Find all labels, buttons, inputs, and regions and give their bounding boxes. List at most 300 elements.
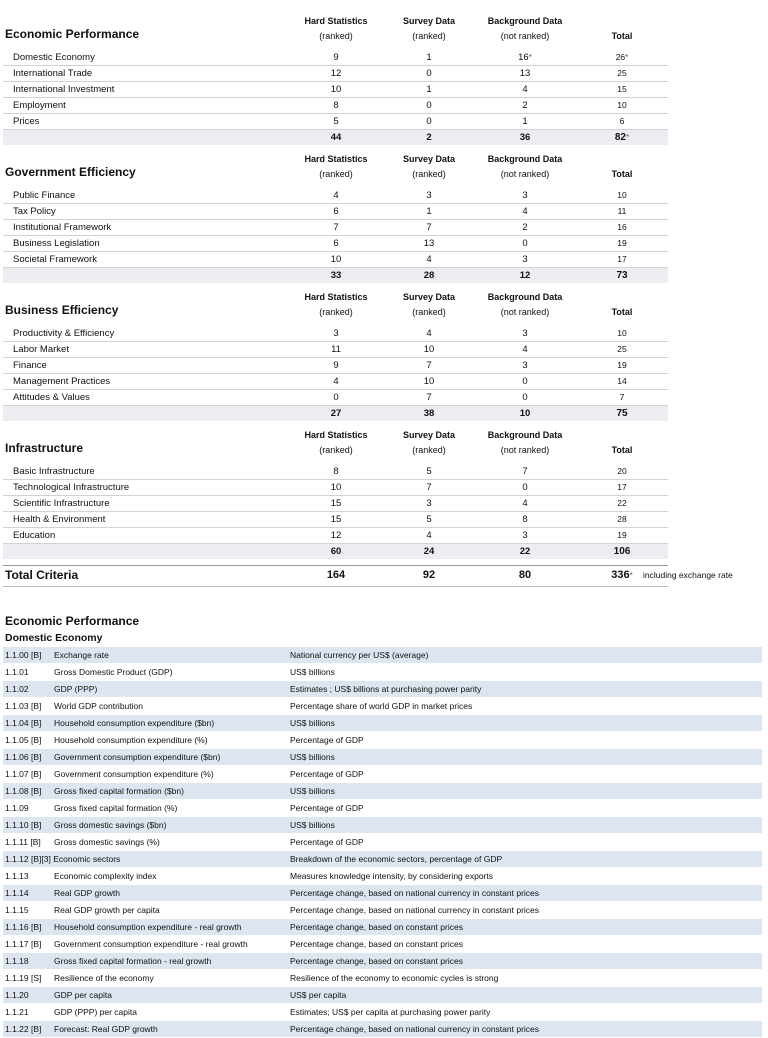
total-total <box>597 268 647 283</box>
total-total <box>597 130 647 145</box>
total-total-value: 73 <box>616 270 628 281</box>
list-item <box>3 681 762 698</box>
total-survey: 28 <box>423 270 435 281</box>
row-survey: 1 <box>426 84 432 95</box>
row-background <box>475 220 575 235</box>
row-total-value: 16 <box>617 222 627 232</box>
criterion-code: 1.1.18 <box>5 956 29 966</box>
row-background <box>475 236 575 251</box>
total-total-value: 75 <box>616 408 628 419</box>
row-label: International Trade <box>13 68 93 79</box>
criterion-code: 1.1.15 <box>5 905 29 915</box>
row-hard: 15 <box>330 514 342 525</box>
total-hard: 33 <box>330 270 342 281</box>
criterion-description: US$ per capita <box>290 990 347 1000</box>
column-header-total: Total <box>611 31 633 41</box>
criterion-code: 1.1.12 [B][3] Economic sectors <box>5 854 121 864</box>
table-row <box>3 236 668 252</box>
row-hard: 12 <box>330 68 342 79</box>
row-total <box>597 188 647 203</box>
column-header-label: Hard Statistics <box>304 430 368 440</box>
row-background <box>475 66 575 81</box>
list-item <box>3 868 762 885</box>
row-total-value: 28 <box>617 514 627 524</box>
row-total <box>597 66 647 81</box>
row-hard: 0 <box>333 392 339 403</box>
criterion-description: Percentage change, based on national currency in constant prices <box>290 888 540 898</box>
list-item <box>3 664 762 681</box>
row-total-value: 17 <box>617 482 627 492</box>
list-item <box>3 647 762 664</box>
criterion-description: Resilience of the economy to economic cycles is strong <box>290 973 499 983</box>
criterion-name: World GDP contribution <box>54 701 143 711</box>
row-background <box>475 252 575 267</box>
row-total <box>597 50 647 65</box>
criterion-name: Gross fixed capital formation - real growth <box>54 956 212 966</box>
criterion-code: 1.1.05 [B] <box>5 735 42 745</box>
row-background-value: 13 <box>519 68 531 79</box>
list-item <box>3 902 762 919</box>
list-item <box>3 1004 762 1021</box>
row-label: Education <box>13 530 56 541</box>
column-header-survey <box>389 14 469 44</box>
total-background: 36 <box>519 132 531 143</box>
row-survey: 3 <box>426 190 432 201</box>
row-background-value: 4 <box>522 84 528 95</box>
row-total <box>597 496 647 511</box>
row-total-value: 19 <box>617 530 627 540</box>
criterion-code: 1.1.03 [B] <box>5 701 42 711</box>
criterion-description: Estimates ; US$ billions at purchasing power parity <box>290 684 482 694</box>
row-background-value: 0 <box>522 482 528 493</box>
row-survey: 7 <box>426 360 432 371</box>
row-total-value: 19 <box>617 238 627 248</box>
list-item <box>3 783 762 800</box>
row-total <box>597 236 647 251</box>
section-header <box>3 282 668 326</box>
column-header-sub: (not ranked) <box>500 445 550 455</box>
row-hard: 4 <box>333 190 339 201</box>
section-title: Business Efficiency <box>5 303 119 317</box>
total-background: 10 <box>519 408 531 419</box>
section-economic-performance <box>3 6 668 145</box>
row-background-value: 4 <box>522 344 528 355</box>
list-item <box>3 715 762 732</box>
column-header-sub: (ranked) <box>319 445 353 455</box>
criterion-name: GDP (PPP) per capita <box>54 1007 137 1017</box>
row-background <box>475 98 575 113</box>
row-background <box>475 480 575 495</box>
column-header-background <box>475 152 575 182</box>
table-row <box>3 464 668 480</box>
row-background-value: 0 <box>522 238 528 249</box>
section-total-row <box>3 268 668 283</box>
criterion-name: Forecast: Real GDP growth <box>54 1024 158 1034</box>
criterion-code: 1.1.01 <box>5 667 29 677</box>
column-header-label: Background Data <box>487 154 563 164</box>
row-label: Management Practices <box>13 376 111 387</box>
row-background-value: 4 <box>522 206 528 217</box>
row-background-mark: * <box>528 53 532 62</box>
criterion-description: US$ billions <box>290 820 335 830</box>
row-hard: 9 <box>333 52 339 63</box>
criterion-code: 1.1.11 [B] <box>5 837 41 847</box>
column-header-hard <box>291 290 381 320</box>
criterion-name: Gross Domestic Product (GDP) <box>54 667 173 677</box>
row-survey: 3 <box>426 498 432 509</box>
criterion-name: Real GDP growth per capita <box>54 905 160 915</box>
row-total-value: 6 <box>619 116 625 126</box>
table-row <box>3 188 668 204</box>
list-item <box>3 698 762 715</box>
criteria-subtitle: Domestic Economy <box>5 632 103 644</box>
row-total-value: 10 <box>617 100 627 110</box>
table-row <box>3 374 668 390</box>
row-background-value: 1 <box>522 116 528 127</box>
row-label: Domestic Economy <box>13 52 95 63</box>
row-label: Attitudes & Values <box>13 392 90 403</box>
row-survey: 7 <box>426 392 432 403</box>
column-header-label: Hard Statistics <box>304 292 368 302</box>
row-hard: 8 <box>333 100 339 111</box>
total-survey: 38 <box>423 408 435 419</box>
row-survey: 7 <box>426 222 432 233</box>
criterion-code: 1.1.13 <box>5 871 29 881</box>
row-background-value: 3 <box>522 328 528 339</box>
row-survey: 13 <box>423 238 435 249</box>
row-label: International Investment <box>13 84 115 95</box>
row-background-value: 8 <box>522 514 528 525</box>
column-header-sub: (ranked) <box>319 31 353 41</box>
grand-total-total <box>597 569 647 581</box>
list-item <box>3 936 762 953</box>
criterion-name: Real GDP growth <box>54 888 120 898</box>
total-total <box>597 544 647 559</box>
row-total-value: 25 <box>617 344 627 354</box>
column-header-sub: (ranked) <box>412 307 446 317</box>
criterion-code: 1.1.10 [B] <box>5 820 42 830</box>
row-background <box>475 326 575 341</box>
section-total-row <box>3 544 668 559</box>
list-item <box>3 732 762 749</box>
criterion-description: US$ billions <box>290 667 335 677</box>
row-background <box>475 496 575 511</box>
criteria-title: Economic Performance <box>5 614 140 628</box>
row-background-value: 3 <box>522 530 528 541</box>
row-survey: 5 <box>426 514 432 525</box>
criterion-description: Percentage change, based on national currency in constant prices <box>290 905 540 915</box>
row-label: Business Legislation <box>13 238 100 249</box>
column-header-label: Background Data <box>487 430 563 440</box>
criterion-code: 1.1.00 [B] <box>5 650 42 660</box>
total-background: 22 <box>519 546 531 557</box>
total-hard: 27 <box>330 408 342 419</box>
criterion-description: Percentage change, based on constant prices <box>290 922 463 932</box>
table-row <box>3 98 668 114</box>
column-header-survey <box>389 428 469 458</box>
row-background-value: 0 <box>522 376 528 387</box>
criterion-name: GDP (PPP) <box>54 684 98 694</box>
row-total <box>597 220 647 235</box>
criterion-name: Household consumption expenditure - real growth <box>54 922 242 932</box>
criterion-name: Exchange rate <box>54 650 109 660</box>
column-header-label: Survey Data <box>402 16 456 26</box>
criterion-description: Percentage change, based on national currency in constant prices <box>290 1024 540 1034</box>
criterion-description: Percentage change, based on constant prices <box>290 956 463 966</box>
row-hard: 8 <box>333 466 339 477</box>
row-background <box>475 390 575 405</box>
column-header-survey <box>389 290 469 320</box>
criterion-code: 1.1.14 <box>5 888 29 898</box>
row-background <box>475 342 575 357</box>
criterion-description: Breakdown of the economic sectors, percentage of GDP <box>290 854 503 864</box>
total-total-value: 82 <box>614 132 626 143</box>
table-row <box>3 528 668 544</box>
table-row <box>3 114 668 130</box>
section-business-efficiency <box>3 282 668 421</box>
section-infrastructure <box>3 420 668 559</box>
list-item <box>3 970 762 987</box>
column-header-label: Background Data <box>487 292 563 302</box>
row-hard: 4 <box>333 376 339 387</box>
row-survey: 0 <box>426 100 432 111</box>
row-label: Technological Infrastructure <box>13 482 130 493</box>
criterion-name: Household consumption expenditure ($bn) <box>54 718 215 728</box>
row-survey: 1 <box>426 206 432 217</box>
column-header-hard <box>291 14 381 44</box>
column-header-total: Total <box>611 169 633 179</box>
row-total <box>597 464 647 479</box>
criterion-name: Resilience of the economy <box>54 973 154 983</box>
criterion-code: 1.1.09 <box>5 803 29 813</box>
row-label: Societal Framework <box>13 254 97 265</box>
row-total <box>597 326 647 341</box>
row-background-value: 0 <box>522 392 528 403</box>
total-hard: 44 <box>330 132 342 143</box>
criterion-description: US$ billions <box>290 786 335 796</box>
column-header-label: Hard Statistics <box>304 154 368 164</box>
list-item <box>3 953 762 970</box>
row-total-value: 7 <box>619 392 625 402</box>
row-background <box>475 188 575 203</box>
table-row <box>3 82 668 98</box>
row-background-value: 7 <box>522 466 528 477</box>
list-item <box>3 885 762 902</box>
section-header <box>3 420 668 464</box>
total-total <box>597 406 647 421</box>
row-total-value: 25 <box>617 68 627 78</box>
total-survey: 2 <box>426 132 432 143</box>
row-total <box>597 512 647 527</box>
criterion-name: Household consumption expenditure (%) <box>54 735 208 745</box>
list-item <box>3 800 762 817</box>
criterion-description: US$ billions <box>290 752 335 762</box>
section-rows <box>3 50 668 145</box>
table-row <box>3 480 668 496</box>
row-hard: 9 <box>333 360 339 371</box>
criterion-description: Percentage of GDP <box>290 735 364 745</box>
row-total <box>597 204 647 219</box>
row-survey: 10 <box>423 376 435 387</box>
table-row <box>3 66 668 82</box>
section-header <box>3 144 668 188</box>
column-header-total: Total <box>611 307 633 317</box>
list-item <box>3 919 762 936</box>
section-government-efficiency <box>3 144 668 283</box>
row-hard: 10 <box>330 482 342 493</box>
row-label: Prices <box>13 116 40 127</box>
row-background-value: 3 <box>522 360 528 371</box>
column-header-hard <box>291 428 381 458</box>
row-label: Health & Environment <box>13 514 106 525</box>
row-background <box>475 204 575 219</box>
section-total-row <box>3 130 668 145</box>
row-hard: 7 <box>333 222 339 233</box>
criterion-description: Percentage share of world GDP in market prices <box>290 701 473 711</box>
list-item <box>3 851 762 868</box>
criterion-name: GDP per capita <box>54 990 112 1000</box>
row-total-value: 14 <box>617 376 627 386</box>
row-background <box>475 528 575 543</box>
column-header-total: Total <box>611 445 633 455</box>
total-total-value: 106 <box>613 546 631 557</box>
criterion-description: Estimates; US$ per capita at purchasing power parity <box>290 1007 491 1017</box>
column-header-label: Survey Data <box>402 430 456 440</box>
row-label: Productivity & Efficiency <box>13 328 115 339</box>
criterion-code: 1.1.07 [B] <box>5 769 42 779</box>
row-hard: 11 <box>331 344 341 355</box>
criterion-code: 1.1.02 <box>5 684 29 694</box>
column-header-label: Hard Statistics <box>304 16 368 26</box>
row-survey: 7 <box>426 482 432 493</box>
row-total-mark: * <box>625 53 629 62</box>
criterion-name: Gross domestic savings ($bn) <box>54 820 167 830</box>
row-background <box>475 114 575 129</box>
row-total-value: 17 <box>617 254 627 264</box>
table-row <box>3 512 668 528</box>
table-row <box>3 342 668 358</box>
row-total <box>597 390 647 405</box>
row-total <box>597 480 647 495</box>
column-header-sub: (ranked) <box>319 307 353 317</box>
grand-total-note: including exchange rate <box>643 570 733 580</box>
criterion-code: 1.1.04 [B] <box>5 718 42 728</box>
section-header <box>3 6 668 50</box>
column-header-sub: (not ranked) <box>500 307 550 317</box>
row-survey: 0 <box>426 68 432 79</box>
grand-total-survey: 92 <box>422 569 436 581</box>
table-row <box>3 496 668 512</box>
criterion-description: Percentage of GDP <box>290 837 364 847</box>
table-row <box>3 252 668 268</box>
row-background-value: 3 <box>522 254 528 265</box>
row-label: Employment <box>13 100 66 111</box>
row-total <box>597 114 647 129</box>
table-row <box>3 390 668 406</box>
row-background <box>475 374 575 389</box>
section-rows <box>3 326 668 421</box>
column-header-sub: (not ranked) <box>500 169 550 179</box>
criterion-name: Government consumption expenditure ($bn) <box>54 752 221 762</box>
row-background <box>475 358 575 373</box>
row-total <box>597 528 647 543</box>
row-total-value: 10 <box>617 190 627 200</box>
row-label: Public Finance <box>13 190 76 201</box>
section-title: Economic Performance <box>5 27 140 41</box>
row-total-value: 15 <box>617 84 627 94</box>
criterion-code: 1.1.17 [B] <box>5 939 42 949</box>
column-header-sub: (not ranked) <box>500 31 550 41</box>
table-row <box>3 50 668 66</box>
row-total-value: 19 <box>617 360 627 370</box>
row-total-value: 11 <box>617 206 627 216</box>
row-background <box>475 464 575 479</box>
row-hard: 15 <box>330 498 342 509</box>
row-survey: 5 <box>426 466 432 477</box>
row-survey: 4 <box>426 328 432 339</box>
row-total <box>597 82 647 97</box>
section-rows <box>3 464 668 559</box>
table-row <box>3 220 668 236</box>
criterion-code: 1.1.20 <box>5 990 29 1000</box>
column-header-sub: (ranked) <box>319 169 353 179</box>
grand-total-row <box>3 565 733 587</box>
criterion-name: Gross domestic savings (%) <box>54 837 160 847</box>
row-background-value: 2 <box>522 100 528 111</box>
criterion-description: US$ billions <box>290 718 335 728</box>
column-header-label: Survey Data <box>402 292 456 302</box>
criterion-code: 1.1.21 <box>5 1007 29 1017</box>
row-survey: 10 <box>423 344 435 355</box>
row-survey: 0 <box>426 116 432 127</box>
criterion-description: Percentage of GDP <box>290 803 364 813</box>
section-title: Government Efficiency <box>5 165 136 179</box>
row-total <box>597 252 647 267</box>
row-total-value: 26 <box>615 52 626 62</box>
grand-total-value: 336 <box>611 569 630 581</box>
column-header-survey <box>389 152 469 182</box>
criterion-description: National currency per US$ (average) <box>290 650 429 660</box>
criteria-list <box>3 647 762 1038</box>
row-hard: 10 <box>330 84 342 95</box>
table-row <box>3 358 668 374</box>
column-header-background <box>475 290 575 320</box>
row-total <box>597 374 647 389</box>
row-total-value: 20 <box>617 466 627 476</box>
list-item <box>3 749 762 766</box>
column-header-background <box>475 428 575 458</box>
row-total-value: 22 <box>617 498 627 508</box>
row-hard: 6 <box>333 206 339 217</box>
column-header-sub: (ranked) <box>412 31 446 41</box>
row-total <box>597 358 647 373</box>
row-hard: 10 <box>330 254 342 265</box>
grand-total-background: 80 <box>518 569 532 581</box>
criterion-name: Government consumption expenditure (%) <box>54 769 214 779</box>
row-hard: 12 <box>330 530 342 541</box>
column-header-label: Survey Data <box>402 154 456 164</box>
criterion-code: 1.1.08 [B] <box>5 786 42 796</box>
column-header-hard <box>291 152 381 182</box>
row-label: Tax Policy <box>13 206 56 217</box>
criterion-code: 1.1.06 [B] <box>5 752 42 762</box>
row-background <box>475 512 575 527</box>
grand-total-mark: * <box>629 571 633 580</box>
row-label: Finance <box>13 360 47 371</box>
column-header-label: Background Data <box>487 16 563 26</box>
total-total-mark: * <box>626 133 630 142</box>
row-hard: 6 <box>333 238 339 249</box>
